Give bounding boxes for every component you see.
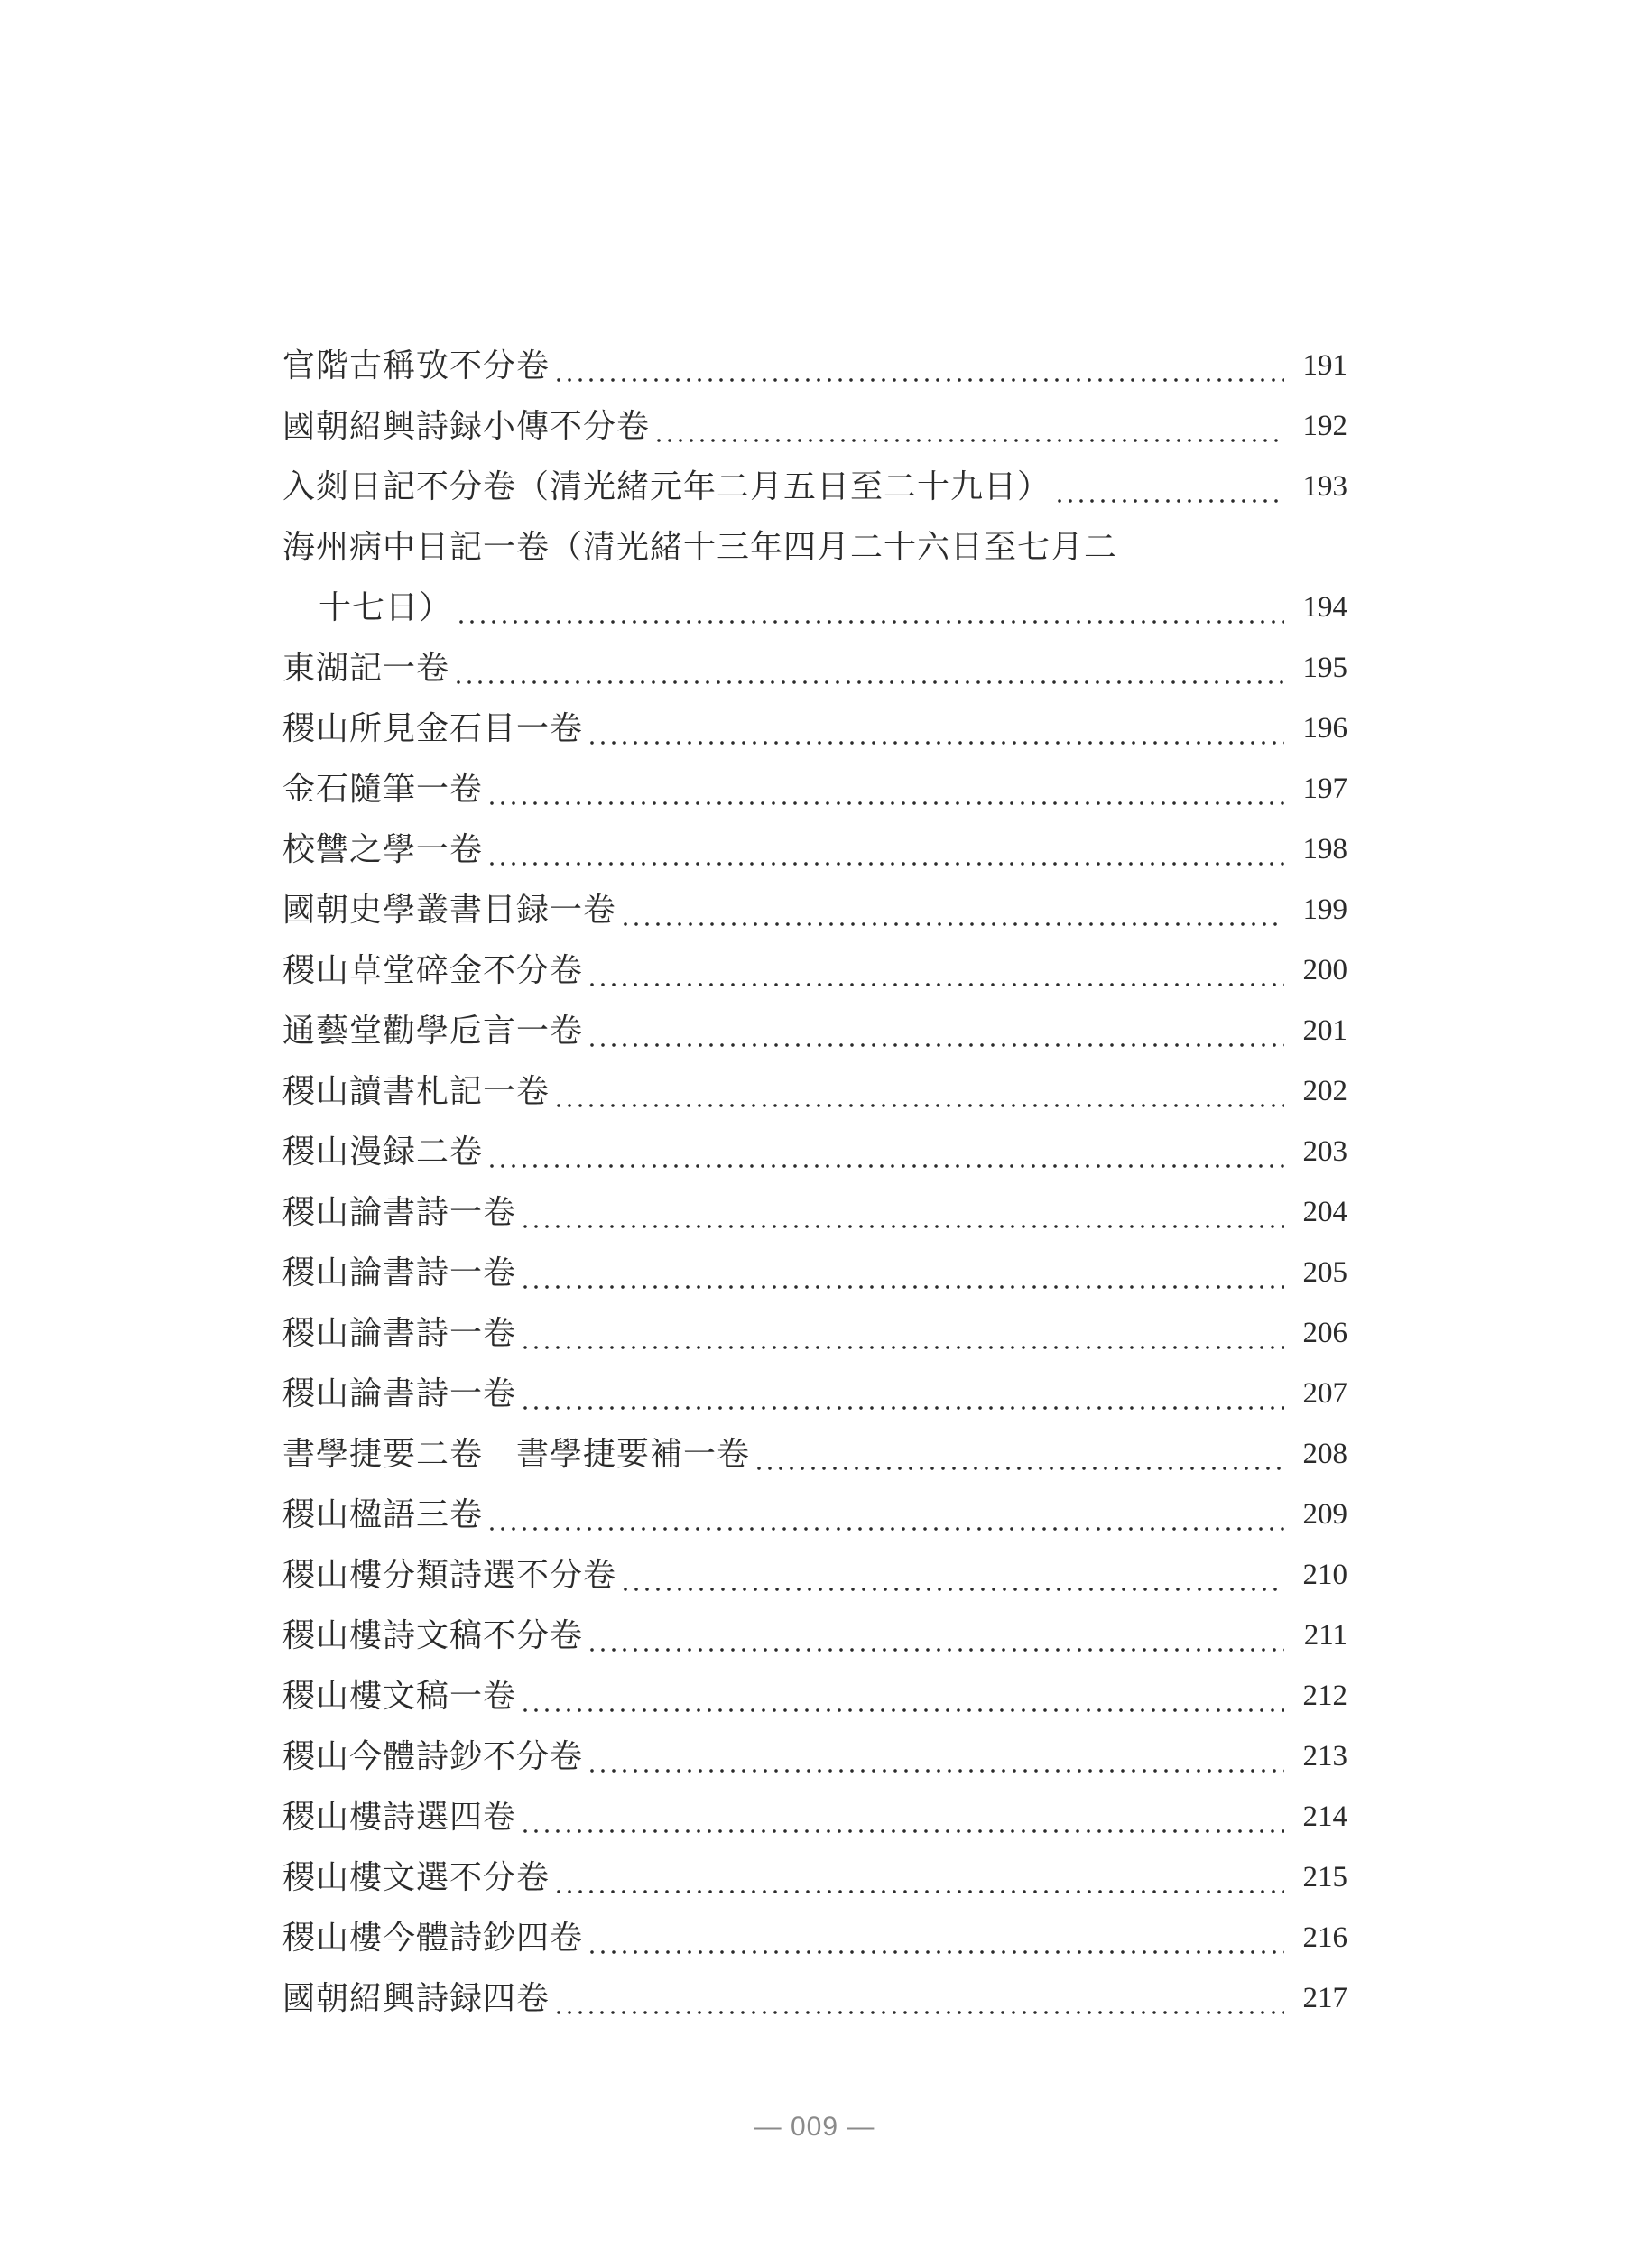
toc-entry-page: 211 [1303, 1619, 1347, 1652]
dot-leader [587, 1726, 1284, 1787]
toc-entry [282, 1364, 1347, 1424]
toc-entry [282, 1606, 1347, 1666]
dot-leader [553, 336, 1284, 396]
dot-leader [553, 1968, 1284, 2029]
toc-entry-title: 稷山所見金石目一卷 [282, 710, 584, 747]
toc-entry [282, 1061, 1347, 1122]
toc-entry [282, 1303, 1347, 1364]
toc-entry [282, 336, 1347, 396]
toc-entry-page: 210 [1302, 1559, 1347, 1591]
toc-entry-page: 202 [1302, 1075, 1347, 1107]
toc-entry-page: 212 [1302, 1680, 1347, 1712]
toc-entry-page: 193 [1302, 470, 1347, 503]
toc-entry-title: 官階古稱攷不分卷 [282, 347, 551, 384]
dot-leader [520, 1364, 1284, 1424]
toc-entry [282, 1545, 1347, 1606]
toc-entry [282, 1122, 1347, 1182]
toc-entry-page: 204 [1302, 1196, 1347, 1228]
toc-entry [282, 759, 1347, 819]
toc-entry-title: 稷山漫録二卷 [282, 1134, 484, 1171]
toc-entry-page: 213 [1302, 1740, 1347, 1773]
toc-entry-page: 192 [1302, 410, 1347, 442]
toc-entry-page: 200 [1302, 954, 1347, 986]
toc-entry-page: 203 [1302, 1135, 1347, 1168]
toc-entry [282, 1182, 1347, 1243]
toc-entry-page: 191 [1302, 349, 1347, 382]
dot-leader [486, 1122, 1284, 1182]
dot-leader [486, 1485, 1284, 1545]
toc-entry [282, 880, 1347, 940]
toc-entry-page: 205 [1302, 1256, 1347, 1289]
toc-entry-title: 書學捷要二卷 書學捷要補一卷 [282, 1436, 751, 1473]
toc-entry-title: 東湖記一卷 [282, 650, 450, 687]
dot-leader [587, 1001, 1284, 1061]
toc-entry [282, 1968, 1347, 2029]
toc-entry-page: 196 [1302, 712, 1347, 745]
toc-entry-title: 國朝史學叢書目録一卷 [282, 892, 617, 929]
toc-entry-page: 194 [1302, 591, 1347, 624]
toc-entry-title: 入剡日記不分卷（清光緒元年二月五日至二十九日） [282, 468, 1051, 505]
dot-leader [456, 578, 1284, 638]
toc-entry [282, 1666, 1347, 1726]
dot-leader [653, 396, 1284, 457]
toc-entry-title: 金石隨筆一卷 [282, 771, 484, 808]
dot-leader [520, 1666, 1284, 1726]
toc-entry-page: 195 [1302, 652, 1347, 684]
toc-entry-title: 通藝堂勸學卮言一卷 [282, 1013, 584, 1050]
toc-entry [282, 1726, 1347, 1787]
toc-entry-title: 稷山論書詩一卷 [282, 1375, 517, 1412]
toc-entry-title: 稷山草堂碎金不分卷 [282, 952, 584, 989]
dot-leader [553, 1061, 1284, 1122]
toc-entry-title: 稷山樓今體詩鈔四卷 [282, 1920, 584, 1957]
toc-entry [282, 1908, 1347, 1968]
toc-entry-title: 稷山論書詩一卷 [282, 1194, 517, 1231]
toc-entry-page: 208 [1302, 1438, 1347, 1470]
toc-entry-title: 海州病中日記一卷（清光緒十三年四月二十六日至七月二 [282, 529, 1118, 566]
toc-entry-title: 稷山楹語三卷 [282, 1496, 484, 1533]
toc-entry-page: 216 [1302, 1921, 1347, 1954]
toc-entry [282, 457, 1347, 517]
toc-entry-title: 稷山樓詩選四卷 [282, 1799, 517, 1836]
toc-entry-page: 197 [1302, 773, 1347, 805]
toc-entry-title-continuation: 十七日） [319, 589, 453, 626]
toc-entry-page: 207 [1302, 1377, 1347, 1410]
dot-leader [520, 1303, 1284, 1364]
table-of-contents [282, 336, 1347, 2029]
toc-entry-title: 國朝紹興詩録四卷 [282, 1980, 551, 2017]
toc-entry [282, 1847, 1347, 1908]
toc-entry-page: 209 [1302, 1498, 1347, 1531]
dot-leader [587, 699, 1284, 759]
toc-entry [282, 940, 1347, 1001]
toc-entry-page: 199 [1302, 893, 1347, 926]
toc-entry [282, 1243, 1347, 1303]
toc-entry-title: 國朝紹興詩録小傳不分卷 [282, 408, 651, 445]
dot-leader [520, 1182, 1284, 1243]
toc-entry-title: 稷山今體詩鈔不分卷 [282, 1738, 584, 1775]
toc-entry-page: 215 [1302, 1861, 1347, 1893]
dot-leader [620, 1545, 1284, 1606]
toc-entry-title: 稷山樓文選不分卷 [282, 1859, 551, 1896]
dot-leader [587, 1606, 1284, 1666]
dot-leader [587, 1908, 1284, 1968]
dot-leader [620, 880, 1284, 940]
toc-entry-title: 稷山讀書札記一卷 [282, 1073, 551, 1110]
toc-entry-title: 稷山樓文稿一卷 [282, 1678, 517, 1715]
toc-entry-title: 稷山論書詩一卷 [282, 1254, 517, 1291]
dot-leader [754, 1424, 1284, 1485]
toc-entry-title: 校讐之學一卷 [282, 831, 484, 868]
toc-entry-page: 214 [1302, 1801, 1347, 1833]
toc-entry-title: 稷山論書詩一卷 [282, 1315, 517, 1352]
toc-entry [282, 396, 1347, 457]
toc-entry-page: 201 [1302, 1014, 1347, 1047]
toc-entry-page: 206 [1302, 1317, 1347, 1349]
dot-leader [587, 940, 1284, 1001]
toc-entry [282, 517, 1347, 638]
toc-entry-page: 217 [1302, 1982, 1347, 2014]
page-number: — 009 — [754, 2112, 875, 2142]
dot-leader [1054, 457, 1284, 517]
dot-leader [520, 1787, 1284, 1847]
toc-entry-title: 稷山樓詩文稿不分卷 [282, 1617, 584, 1654]
toc-entry [282, 1485, 1347, 1545]
toc-entry [282, 1787, 1347, 1847]
toc-entry [282, 819, 1347, 880]
toc-entry [282, 699, 1347, 759]
dot-leader [486, 759, 1284, 819]
dot-leader [553, 1847, 1284, 1908]
toc-entry [282, 638, 1347, 699]
toc-entry [282, 1424, 1347, 1485]
toc-entry [282, 1001, 1347, 1061]
toc-entry-page: 198 [1302, 833, 1347, 866]
dot-leader [453, 638, 1284, 699]
toc-entry-title: 稷山樓分類詩選不分卷 [282, 1557, 617, 1594]
dot-leader [486, 819, 1284, 880]
dot-leader [520, 1243, 1284, 1303]
